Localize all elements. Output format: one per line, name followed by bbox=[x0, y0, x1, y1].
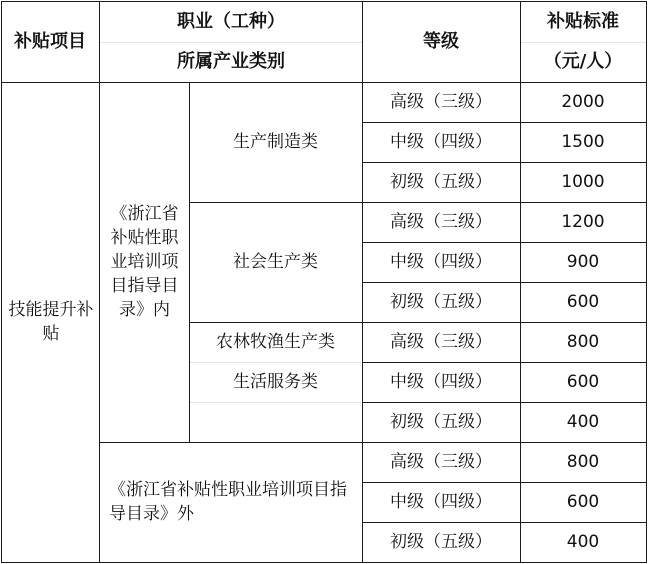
table-border bbox=[362, 242, 647, 243]
amount-cell bbox=[520, 442, 646, 482]
table-border bbox=[362, 482, 647, 483]
table-border bbox=[362, 402, 647, 403]
table-border bbox=[1, 82, 647, 83]
industry-agriculture bbox=[189, 322, 362, 362]
industry-agriculture-text: 农林牧渔生产类 bbox=[216, 332, 335, 352]
catalog-outside-cell bbox=[100, 442, 362, 562]
amount-cell bbox=[520, 242, 646, 282]
grade-cell bbox=[362, 402, 520, 442]
amount-text: 1500 bbox=[561, 132, 605, 152]
catalog-inside-text: 《浙江省补贴性职业培训项目指导目录》内 bbox=[110, 204, 179, 320]
table-border bbox=[362, 162, 647, 163]
table-border bbox=[362, 522, 647, 523]
industry-social bbox=[189, 202, 362, 322]
amount-cell bbox=[520, 162, 646, 202]
catalog-outside-text: 《浙江省补贴性职业培训项目指导目录》外 bbox=[109, 480, 347, 524]
grade-cell bbox=[362, 482, 520, 522]
table-border bbox=[99, 442, 647, 443]
industry-life-service bbox=[189, 362, 362, 402]
grade-text: 初级（五级） bbox=[390, 292, 492, 312]
grade-cell bbox=[362, 122, 520, 162]
grade-cell bbox=[362, 442, 520, 482]
grade-text: 中级（四级） bbox=[390, 492, 492, 512]
grade-text: 高级（三级） bbox=[390, 332, 492, 352]
amount-cell bbox=[520, 482, 646, 522]
amount-cell bbox=[520, 202, 646, 242]
header-unit-text: （元/人） bbox=[543, 51, 623, 72]
amount-text: 400 bbox=[566, 412, 600, 432]
header-occupation-line2 bbox=[100, 42, 362, 82]
grade-cell bbox=[362, 322, 520, 362]
amount-text: 900 bbox=[566, 252, 600, 272]
grade-text: 中级（四级） bbox=[390, 372, 492, 392]
grade-text: 中级（四级） bbox=[390, 132, 492, 152]
table-border bbox=[189, 82, 190, 442]
amount-text: 600 bbox=[566, 292, 600, 312]
grade-cell bbox=[362, 522, 520, 562]
grade-text: 中级（四级） bbox=[390, 252, 492, 272]
amount-text: 2000 bbox=[561, 92, 605, 112]
grade-text: 初级（五级） bbox=[390, 412, 492, 432]
grade-cell bbox=[362, 242, 520, 282]
table-border bbox=[189, 202, 647, 203]
header-grade-text: 等级 bbox=[423, 31, 459, 52]
amount-text: 600 bbox=[566, 492, 600, 512]
industry-social-text: 社会生产类 bbox=[233, 252, 318, 272]
amount-text: 600 bbox=[566, 372, 600, 392]
amount-text: 1000 bbox=[561, 172, 605, 192]
industry-inner-divider bbox=[189, 402, 362, 403]
header-grade bbox=[362, 2, 520, 82]
industry-inner-divider bbox=[189, 362, 362, 363]
table-border bbox=[189, 322, 647, 323]
grade-cell bbox=[362, 362, 520, 402]
header-item bbox=[0, 2, 100, 82]
table-border bbox=[99, 1, 100, 563]
header-occupation-line1 bbox=[100, 2, 362, 42]
amount-text: 400 bbox=[566, 532, 600, 552]
table-border bbox=[362, 362, 647, 363]
item-name-text: 技能提升补贴 bbox=[8, 300, 94, 344]
grade-text: 初级（五级） bbox=[390, 172, 492, 192]
table-border bbox=[1, 1, 2, 563]
grade-cell bbox=[362, 82, 520, 122]
grade-cell bbox=[362, 202, 520, 242]
amount-text: 800 bbox=[566, 452, 600, 472]
industry-manufacturing bbox=[189, 82, 362, 202]
header-industry-text: 所属产业类别 bbox=[177, 51, 285, 72]
industry-life-service-text: 生活服务类 bbox=[233, 372, 318, 392]
amount-cell bbox=[520, 402, 646, 442]
grade-text: 高级（三级） bbox=[390, 452, 492, 472]
grade-cell bbox=[362, 162, 520, 202]
table-border bbox=[362, 282, 647, 283]
table-border bbox=[1, 1, 647, 2]
amount-cell bbox=[520, 522, 646, 562]
header-inner-divider bbox=[520, 42, 646, 43]
catalog-inside-cell bbox=[100, 82, 189, 442]
header-item-text: 补贴项目 bbox=[14, 31, 86, 52]
amount-cell bbox=[520, 322, 646, 362]
grade-text: 高级（三级） bbox=[390, 212, 492, 232]
grade-cell bbox=[362, 282, 520, 322]
table-border bbox=[362, 122, 647, 123]
header-standard-text: 补贴标准 bbox=[547, 11, 619, 32]
amount-cell bbox=[520, 122, 646, 162]
amount-text: 800 bbox=[566, 332, 600, 352]
header-inner-divider bbox=[100, 42, 362, 43]
header-standard-line1 bbox=[520, 2, 646, 42]
amount-cell bbox=[520, 282, 646, 322]
amount-cell bbox=[520, 362, 646, 402]
grade-text: 初级（五级） bbox=[390, 532, 492, 552]
header-occupation-text: 职业（工种） bbox=[177, 11, 285, 32]
amount-cell bbox=[520, 82, 646, 122]
amount-text: 1200 bbox=[561, 212, 605, 232]
header-standard-line2 bbox=[520, 42, 646, 82]
item-name-cell bbox=[2, 82, 100, 562]
industry-manufacturing-text: 生产制造类 bbox=[233, 132, 318, 152]
table-border bbox=[1, 562, 647, 563]
grade-text: 高级（三级） bbox=[390, 92, 492, 112]
